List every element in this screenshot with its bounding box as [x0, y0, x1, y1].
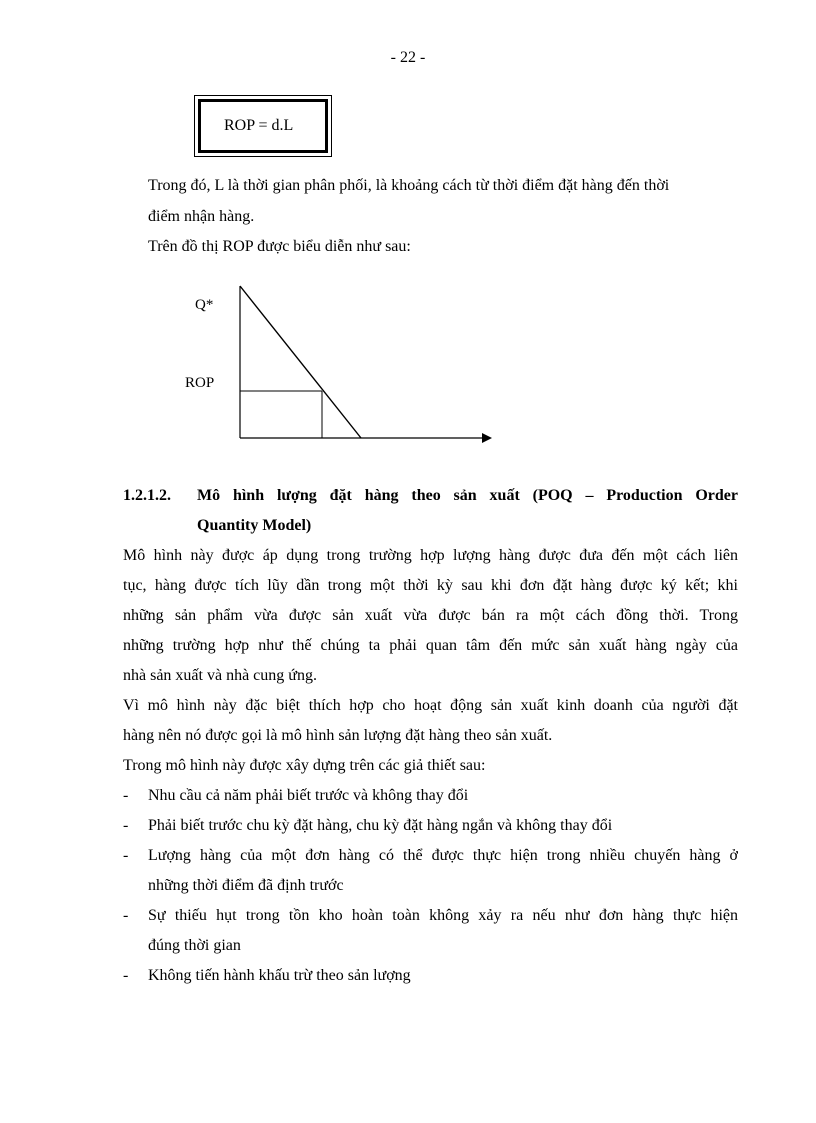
- bullet-3-continuation: những thời điểm đã định trước: [148, 877, 344, 894]
- bullet-1: - Nhu cầu cả năm phải biết trước và không thay đổi: [0, 781, 816, 811]
- paragraph-1-line-4: những trường hợp như thế chúng ta phải quan tâm đến mức sản xuất hàng ngày của: [123, 637, 738, 654]
- intro-line-2: điểm nhận hàng.: [148, 208, 255, 225]
- page-number: - 22 -: [390, 49, 426, 66]
- inventory-line: [240, 286, 361, 438]
- paragraph-1-line-5: nhà sản xuất và nhà cung ứng.: [123, 667, 317, 684]
- section-number: 1.2.1.2.: [123, 487, 171, 504]
- section-title-line-2: Quantity Model): [197, 517, 312, 534]
- intro-line-1: Trong đó, L là thời gian phân phối, là khoảng cách từ thời điểm đặt hàng đến thời: [148, 177, 670, 194]
- formula-text: ROP = d.L: [224, 117, 294, 134]
- paragraph-2-line-2: hàng nên nó được gọi là mô hình sản lượng đặt hàng theo sản xuất.: [123, 727, 553, 744]
- section-heading: [0, 481, 816, 511]
- section-title-line-1: Mô hình lượng đặt hàng theo sản xuất (POQ – Production Order: [197, 487, 738, 504]
- bullet-marker: -: [123, 847, 129, 864]
- bullet-4: - Sự thiếu hụt trong tồn kho hoàn toàn không xảy ra nếu như đơn hàng thực hiện: [0, 901, 816, 931]
- rop-graph: [0, 0, 816, 460]
- graph-label-rop: ROP: [185, 375, 215, 391]
- bullet-marker: -: [123, 967, 129, 984]
- bullet-marker: -: [123, 817, 129, 834]
- paragraph-3: Trong mô hình này được xây dựng trên các giả thiết sau:: [123, 757, 486, 774]
- bullet-marker: -: [123, 787, 129, 804]
- graph-label-q: Q*: [195, 297, 214, 313]
- intro-line-3: Trên đồ thị ROP được biểu diễn như sau:: [148, 238, 411, 255]
- x-axis-arrow-icon: [482, 433, 492, 443]
- bullet-5: - Không tiến hành khấu trừ theo sản lượng: [0, 961, 816, 991]
- paragraph-1-line-1: Mô hình này được áp dụng trong trường hợp lượng hàng được đưa đến một cách liên: [123, 547, 738, 564]
- bullet-marker: -: [123, 907, 129, 924]
- bullet-2: - Phải biết trước chu kỳ đặt hàng, chu kỳ đặt hàng ngắn và không thay đổi: [0, 811, 816, 841]
- paragraph-1-line-3: những sản phẩm vừa được sản xuất vừa được bán ra một cách đồng thời. Trong: [123, 607, 738, 624]
- bullet-3: - Lượng hàng của một đơn hàng có thể được thực hiện trong nhiều chuyến hàng ở: [0, 841, 816, 871]
- bullet-4-continuation: đúng thời gian: [148, 937, 241, 954]
- paragraph-2-line-1: Vì mô hình này đặc biệt thích hợp cho hoạt động sản xuất kinh doanh của người đặt: [123, 697, 738, 714]
- paragraph-1-line-2: tục, hàng được tích lũy dần trong một thời kỳ sau khi đơn đặt hàng được ký kết; khi: [123, 577, 738, 594]
- section-title-2: [0, 511, 816, 541]
